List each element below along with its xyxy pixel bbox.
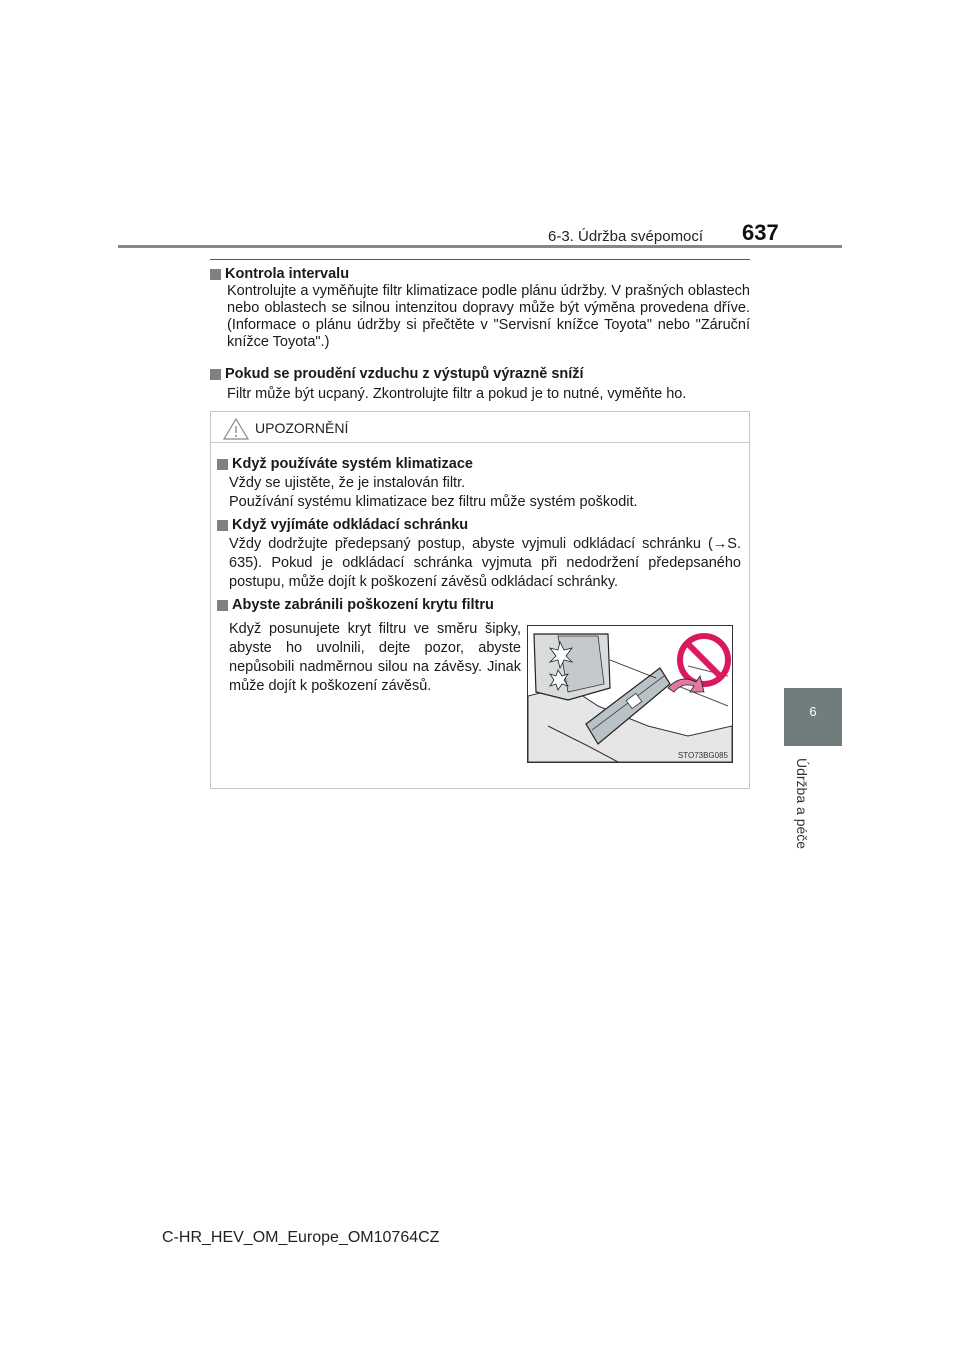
bullet-square-icon — [210, 269, 221, 280]
arrow-icon: → — [712, 536, 728, 552]
chapter-number: 6 — [809, 704, 817, 719]
content-top-rule — [210, 259, 750, 260]
section-heading: Kontrola intervalu — [225, 266, 350, 282]
chapter-title-vertical: Údržba a péče — [794, 758, 810, 850]
filter-cover-text: Když posunujete kryt filtru ve směru šipky, abyste ho uvolnili, dejte pozor, abyste nepůsobili nadměrnou silou na závěsy. Jinak může dojít k poškození závěsů. — [229, 621, 521, 694]
warning-body-line: Vždy se ujistěte, že je instalován filtr. — [229, 475, 466, 491]
section-body: Filtr může být ucpaný. Zkontrolujte filtr a pokud je to nutné, vyměňte ho. — [227, 386, 687, 402]
bullet-square-icon — [217, 600, 228, 611]
page-number: 637 — [742, 220, 779, 245]
warning-item-glovebox — [217, 516, 741, 592]
warning-body-line: Používání systému klimatizace bez filtru může systém poškodit. — [229, 494, 638, 510]
bullet-square-icon — [217, 520, 228, 531]
warning-box — [210, 411, 750, 789]
warning-header — [211, 412, 749, 443]
section-interval — [210, 266, 750, 351]
warning-item-filter-cover — [217, 596, 741, 615]
section-airflow — [210, 366, 750, 403]
header-section-title: 6-3. Údržba svépomocí — [548, 228, 704, 245]
warning-item-ac — [217, 455, 741, 512]
warning-body-text: S. 635). Pokud je odkládací schránka vyjmuta při nedodržení předepsaného postupu, může dojít k poškození závěsů odkládací schránky. — [229, 536, 741, 590]
filter-cover-illustration — [528, 626, 732, 762]
warning-heading: Když používáte systém klimatizace — [232, 456, 473, 472]
warning-body-text: Vždy dodržujte předepsaný postup, abyste vyjmuli odkládací schránku ( — [229, 536, 713, 552]
warning-heading: Abyste zabránili poškození krytu filtru — [232, 597, 494, 613]
warning-triangle-icon — [223, 418, 249, 440]
section-body: Kontrolujte a vyměňujte filtr klimatizace podle plánu údržby. V prašných oblastech nebo oblastech se silnou intenzitou dopravy může být výměna provedena dříve. (Informace o plánu údržby si přečtěte v "Servisní knížce Toyota" nebo "Záruční knížce Toyota".) — [227, 283, 750, 350]
figure-code: STO73BG085 — [677, 751, 728, 760]
filter-cover-figure — [527, 625, 733, 763]
document-id: C-HR_HEV_OM_Europe_OM10764CZ — [162, 1229, 440, 1246]
section-heading: Pokud se proudění vzduchu z výstupů výrazně sníží — [225, 366, 584, 382]
header-rule — [118, 245, 842, 248]
warning-heading: Když vyjímáte odkládací schránku — [232, 517, 469, 533]
warning-label: UPOZORNĚNÍ — [255, 420, 349, 436]
bullet-square-icon — [210, 369, 221, 380]
bullet-square-icon — [217, 459, 228, 470]
chapter-tab — [784, 688, 842, 746]
